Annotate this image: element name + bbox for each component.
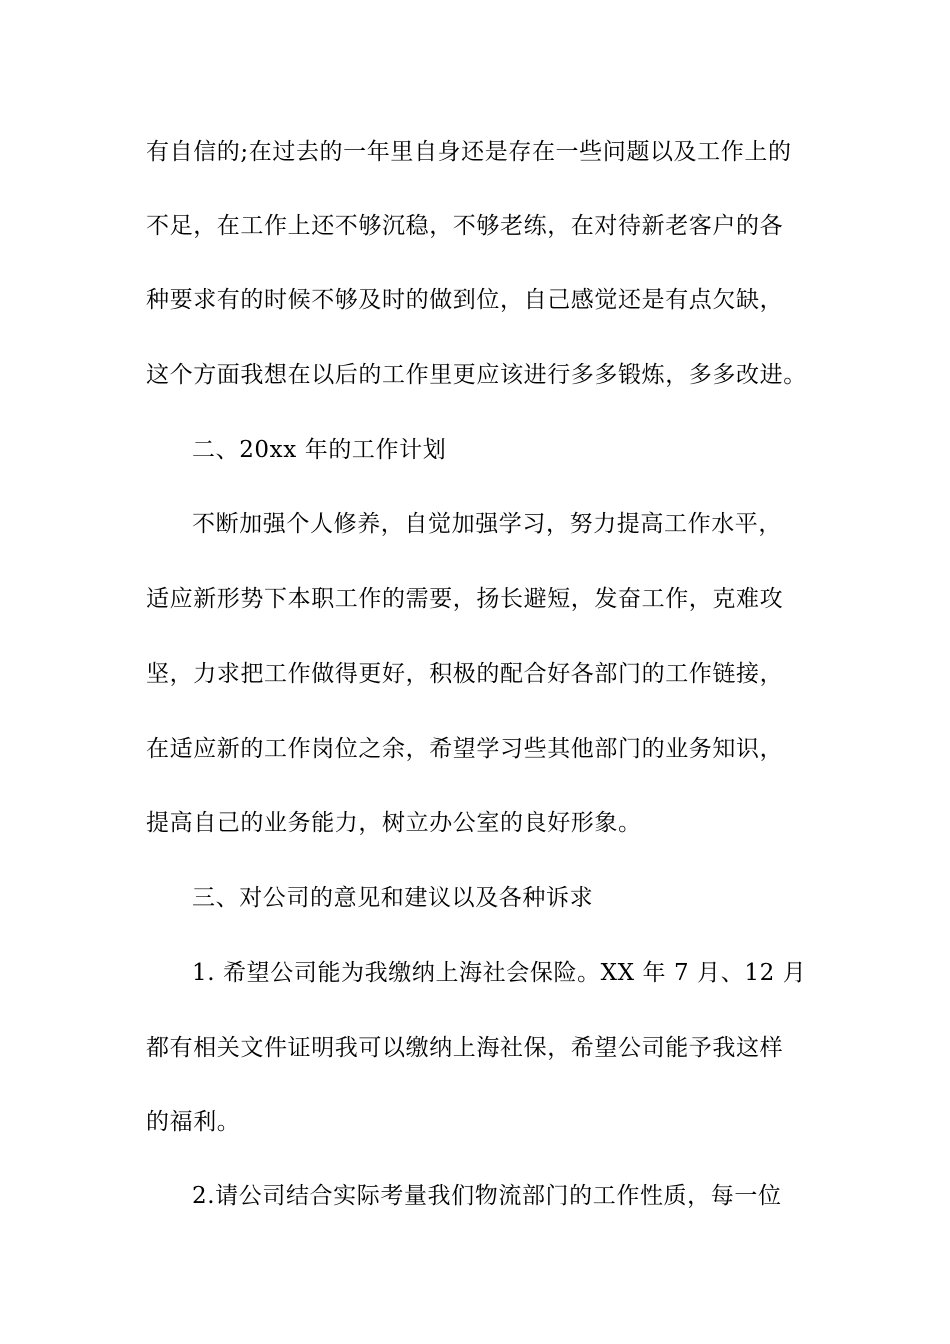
body-line: 种要求有的时候不够及时的做到位，自己感觉还是有点欠缺， [146,287,784,313]
section-heading: 三、对公司的意见和建议以及各种诉求 [192,885,594,911]
body-line: 都有相关文件证明我可以缴纳上海社保，希望公司能予我这样 [146,1035,784,1061]
body-line: 的福利。 [146,1109,241,1135]
body-line: 适应新形势下本职工作的需要，扬长避短，发奋工作，克难攻 [146,586,784,612]
body-line: 坚，力求把工作做得更好，积极的配合好各部门的工作链接， [146,661,784,687]
list-item-line: 2.请公司结合实际考量我们物流部门的工作性质，每一位 [192,1183,782,1209]
body-line: 不断加强个人修养，自觉加强学习，努力提高工作水平， [192,511,782,537]
body-line: 不足，在工作上还不够沉稳，不够老练，在对待新老客户的各 [146,213,784,239]
section-heading: 二、20xx 年的工作计划 [192,437,447,463]
list-item-line: 1. 希望公司能为我缴纳上海社会保险。XX 年 7 月、12 月 [192,960,807,986]
body-line: 这个方面我想在以后的工作里更应该进行多多锻炼，多多改进。 [146,362,807,388]
body-line: 在适应新的工作岗位之余，希望学习些其他部门的业务知识， [146,736,784,762]
body-line: 提高自己的业务能力，树立办公室的良好形象。 [146,810,642,836]
body-line: 有自信的;在过去的一年里自身还是存在一些问题以及工作上的 [146,139,792,165]
